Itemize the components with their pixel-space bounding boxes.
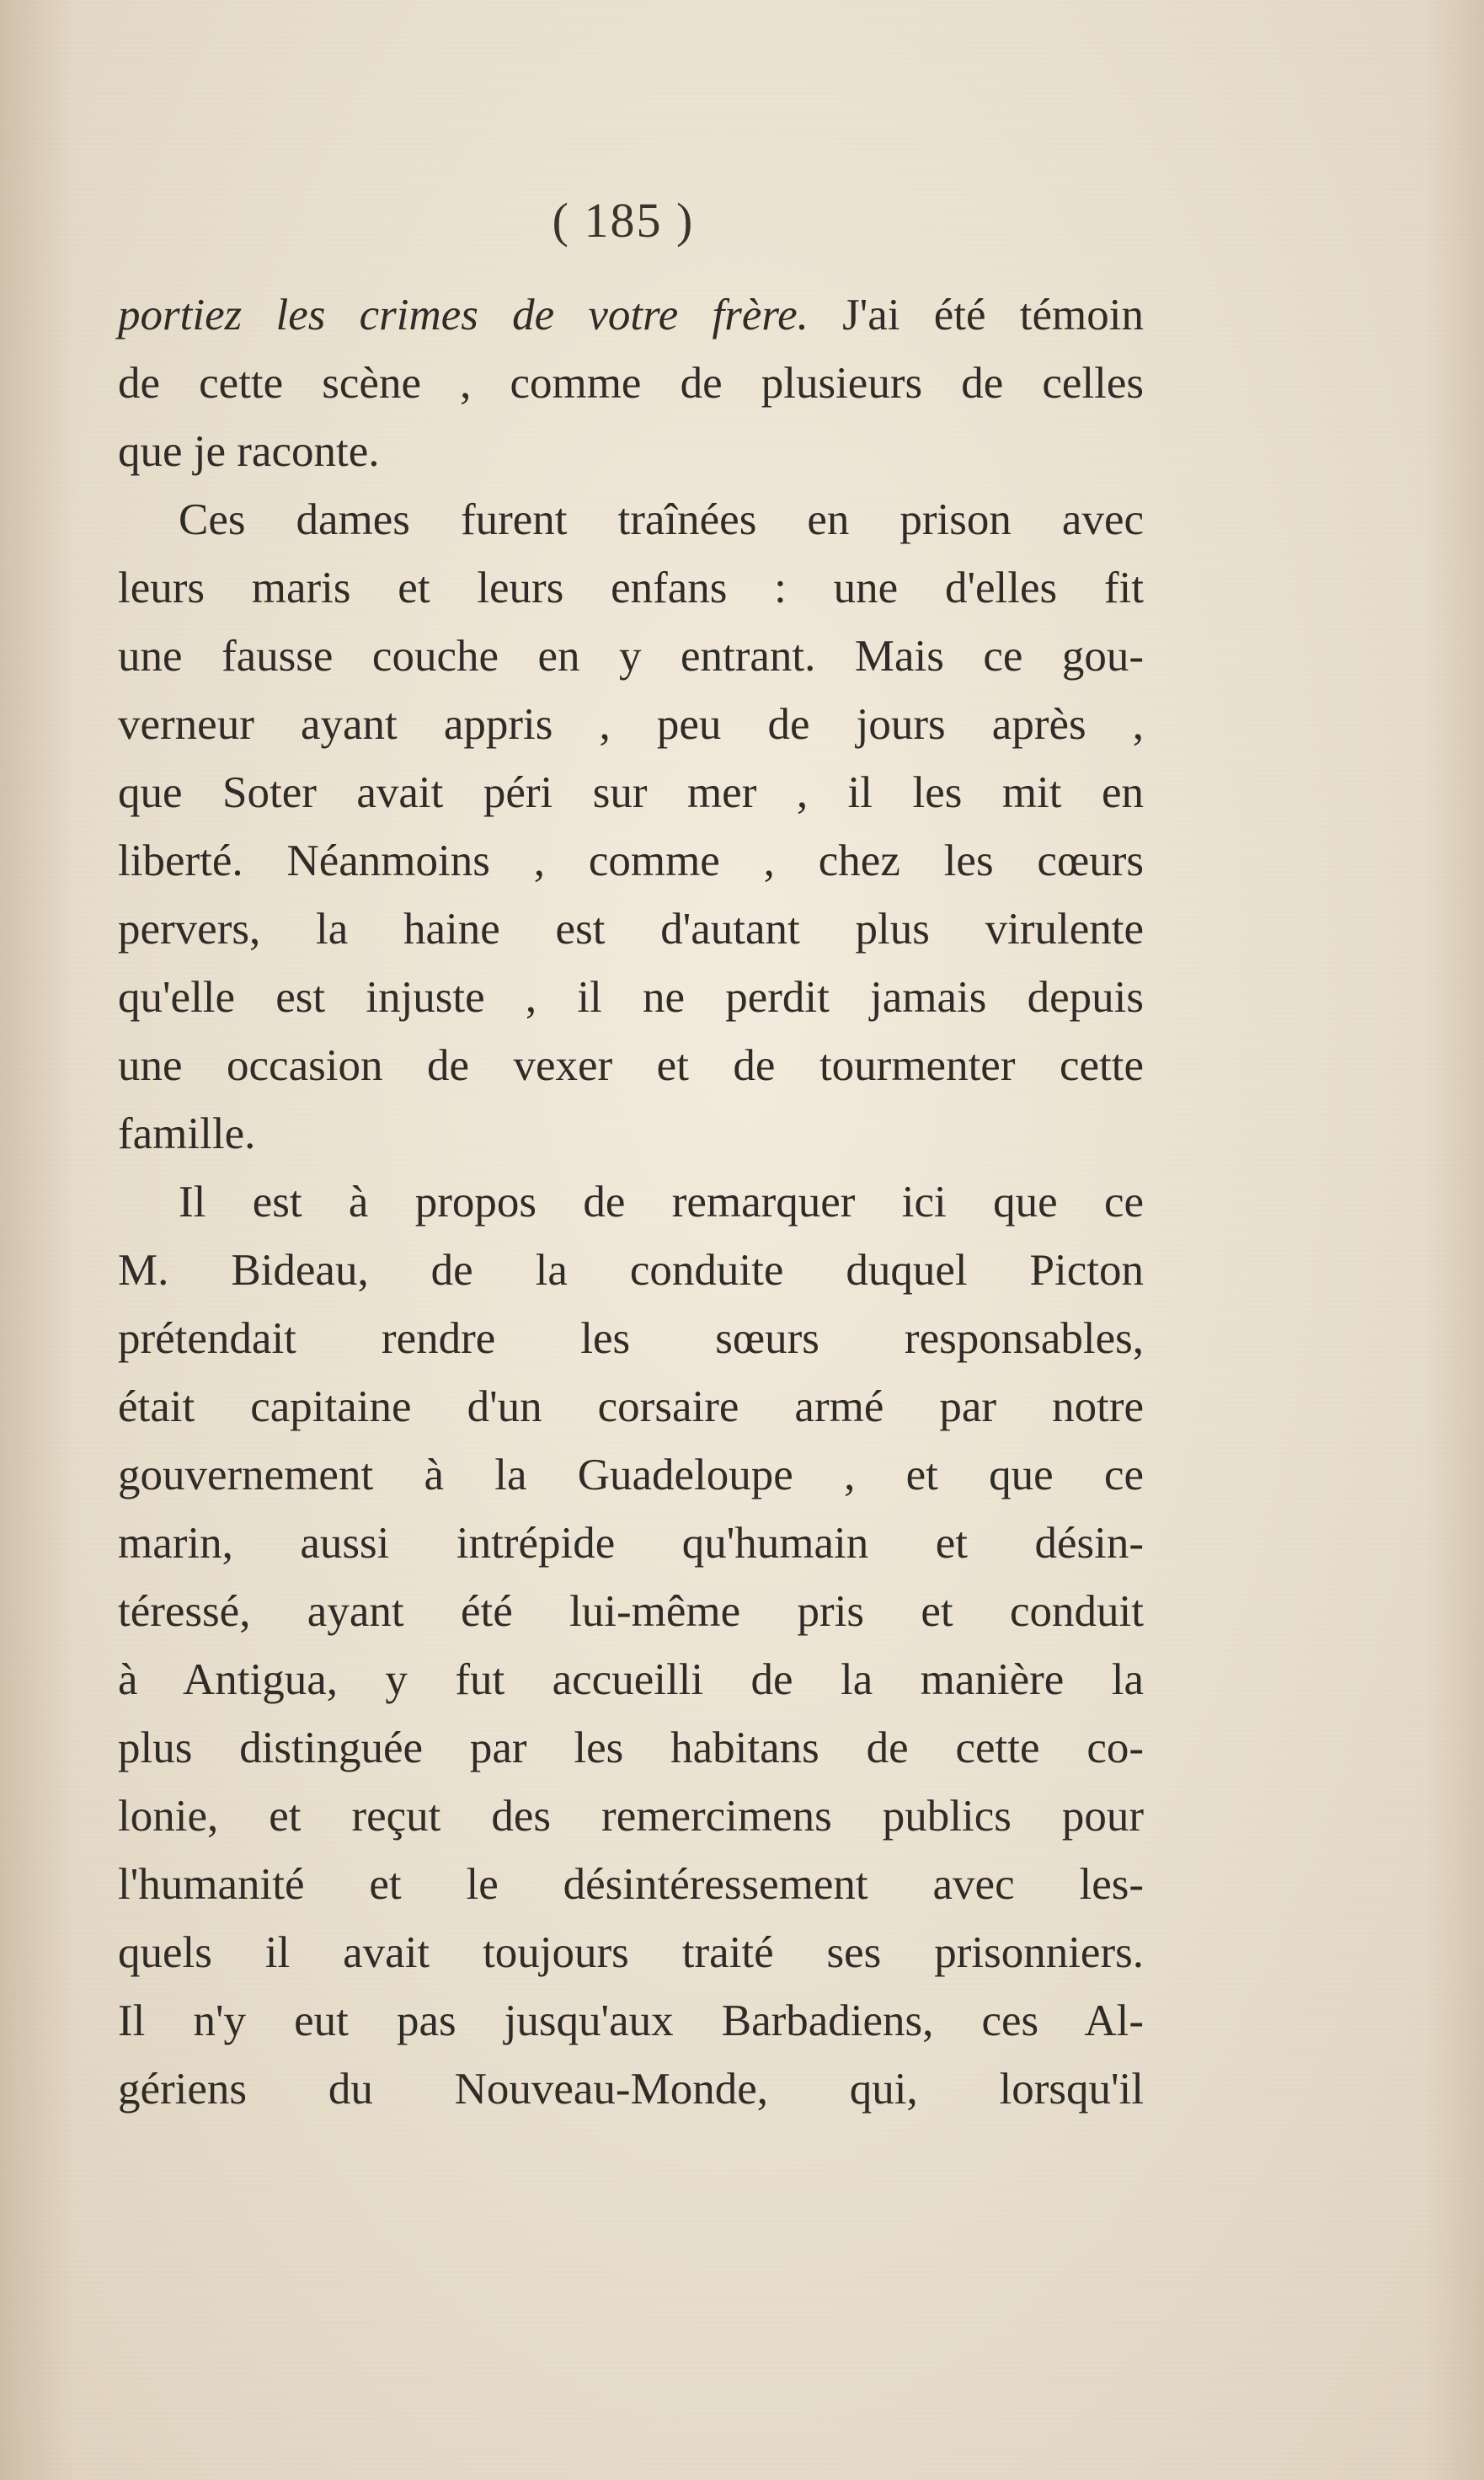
- text-line-1-rest: J'ai été témoin: [808, 291, 1144, 339]
- text-line-6: une fausse couche en y entrant. Mais ce gou-: [118, 632, 1144, 681]
- text-line-7: verneur ayant appris , peu de jours après ,: [118, 700, 1144, 749]
- text-line-8: que Soter avait péri sur mer , il les mit en: [118, 768, 1144, 817]
- text-line-27: gériens du Nouveau-Monde, qui, lorsqu'il: [118, 2065, 1144, 2114]
- text-line-10: pervers, la haine est d'autant plus virulente: [118, 905, 1144, 954]
- text-line-13: famille.: [118, 1109, 256, 1158]
- text-line-21: à Antigua, y fut accueilli de la manière la: [118, 1655, 1144, 1704]
- text-line-20: téressé, ayant été lui-même pris et conduit: [118, 1587, 1144, 1636]
- text-line-4: Ces dames furent traînées en prison avec: [179, 495, 1144, 544]
- page-edge-shadow-right: [1425, 0, 1484, 2480]
- text-line-19: marin, aussi intrépide qu'humain et désin-: [118, 1519, 1144, 1568]
- page-number: ( 185 ): [552, 193, 695, 248]
- text-line-15: M. Bideau, de la conduite duquel Picton: [118, 1246, 1144, 1295]
- text-line-18: gouvernement à la Guadeloupe , et que ce: [118, 1451, 1144, 1499]
- text-line-11: qu'elle est injuste , il ne perdit jamais depuis: [118, 973, 1144, 1022]
- text-line-14: Il est à propos de remarquer ici que ce: [179, 1178, 1144, 1227]
- text-line-23: lonie, et reçut des remercimens publics pour: [118, 1792, 1144, 1841]
- text-line-12: une occasion de vexer et de tourmenter cette: [118, 1041, 1144, 1090]
- text-line-1: [118, 281, 1144, 350]
- text-line-16: prétendait rendre les sœurs responsables,: [118, 1314, 1144, 1363]
- page-edge-shadow-left: [0, 0, 76, 2480]
- text-line-3: que je raconte.: [118, 427, 380, 476]
- text-line-25: quels il avait toujours traité ses prisonniers.: [118, 1928, 1144, 1977]
- text-line-2: de cette scène , comme de plusieurs de celles: [118, 359, 1144, 408]
- text-line-26: Il n'y eut pas jusqu'aux Barbadiens, ces Al-: [118, 1996, 1144, 2045]
- text-line-22: plus distinguée par les habitans de cette co-: [118, 1724, 1144, 1772]
- text-line-24: l'humanité et le désintéressement avec les-: [118, 1860, 1144, 1909]
- text-line-9: liberté. Néanmoins , comme , chez les cœurs: [118, 836, 1144, 885]
- body-text: [118, 281, 1144, 2124]
- italic-phrase: portiez les crimes de votre frère.: [118, 291, 809, 339]
- text-line-5: leurs maris et leurs enfans : une d'elles fit: [118, 564, 1144, 612]
- text-line-17: était capitaine d'un corsaire armé par notre: [118, 1382, 1144, 1431]
